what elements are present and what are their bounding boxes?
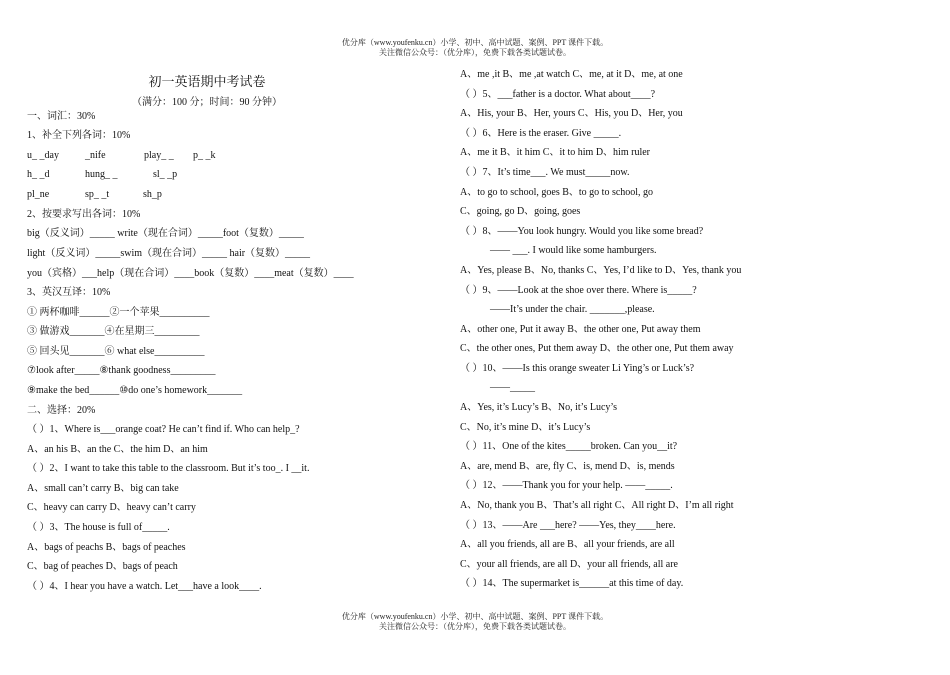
question-9: （ ）9、——Look at the shoe over there. Where is_____?	[460, 285, 697, 296]
question-9-reply: ——It’s under the chair. _______,please.	[490, 304, 655, 315]
watermark-line-2: 关注微信公众号：（优分库），免费下载各类试题试卷。	[379, 622, 571, 631]
part1-row-3	[27, 189, 162, 201]
question-7: （ ）7、It’s time___. We must_____now.	[460, 167, 630, 178]
question-1: （ ）1、Where is___orange coat? He can’t find if. Who can help_?	[27, 424, 300, 435]
word-blank: sl_ _p	[153, 169, 178, 180]
part2-row-3: you（宾格）___help（现在合词）____book（复数）____meat（复数）____	[27, 268, 354, 279]
watermark-line-2: 关注微信公众号：（优分库），免费下载各类试题试卷。	[379, 48, 571, 57]
exam-subtitle: （满分：100 分；时间：90 分钟）	[132, 97, 282, 108]
question-9-options-cd: C、the other ones, Put them away D、the other one, Put them away	[460, 343, 734, 354]
part1-row-2	[27, 169, 177, 181]
part3-row-4: ⑦look after_____⑧thank goodness_________	[27, 365, 216, 376]
question-4: （ ）4、I hear you have a watch. Let___have a look____.	[27, 581, 262, 592]
question-7-options-ab: A、to go to school, goes B、to go to school, go	[460, 187, 654, 198]
question-8-reply: —— ___. I would like some hamburgers.	[490, 245, 657, 256]
question-2-options-ab: A、small can’t carry B、big can take	[27, 483, 179, 494]
word-blank: u_ _day	[27, 150, 59, 161]
question-5-options: A、His, your B、Her, yours C、His, you D、Her, you	[460, 108, 683, 119]
part2-row-2: light（反义词）_____swim（现在合词）_____ hair（复数）_____	[27, 248, 311, 259]
question-14: （ ）14、The supermarket is______at this time of day.	[460, 578, 684, 589]
part3-row-1: ① 两杯咖啡______②一个苹果__________	[27, 307, 210, 318]
question-10: （ ）10、——Is this orange sweater Li Ying’s or Luck’s?	[460, 363, 695, 374]
word-blank: sp_ _t	[85, 189, 110, 200]
question-9-options-ab: A、other one, Put it away B、the other one, Put away them	[460, 324, 701, 335]
question-3-options-ab: A、bags of peachs B、bags of peaches	[27, 542, 186, 553]
question-8: （ ）8、——You look hungry. Would you like some bread?	[460, 226, 704, 237]
question-10-options-ab: A、Yes, it’s Lucy’s B、No, it’s Lucy’s	[460, 402, 618, 413]
question-2-options-cd: C、heavy can carry D、heavy can’t carry	[27, 502, 196, 513]
section-vocabulary-heading: 一、词汇：30%	[27, 111, 96, 122]
word-blank: p_ _k	[193, 150, 216, 161]
question-6-options: A、me it B、it him C、it to him D、him ruler	[460, 147, 650, 158]
question-12-options: A、No, thank you B、That’s all right C、All right D、I’m all right	[460, 500, 734, 511]
question-11-options: A、are, mend B、are, fly C、is, mend D、is, mends	[460, 461, 675, 472]
part2-heading: 2、按要求写出各词：10%	[27, 209, 141, 220]
question-5: （ ）5、___father is a doctor. What about____?	[460, 89, 656, 100]
question-1-options: A、an his B、an the C、the him D、an him	[27, 444, 208, 455]
question-13: （ ）13、——Are ___here? ——Yes, they____here.	[460, 520, 676, 531]
part1-row-1	[27, 150, 216, 162]
watermark-line-1: 优分库（www.youfenku.cn）小学、初中、高中试题、案例、PPT 课件下载。	[341, 38, 609, 47]
section-choice-heading: 二、选择：20%	[27, 405, 96, 416]
question-4-options: A、me ,it B、me ,at watch C、me, at it D、me, at one	[460, 69, 683, 80]
question-13-options-cd: C、your all friends, are all D、your all friends, all are	[460, 559, 678, 570]
question-3-options-cd: C、bag of peaches D、bags of peach	[27, 561, 178, 572]
question-10-options-cd: C、No, it’s mine D、it’s Lucy’s	[460, 422, 591, 433]
exam-title: 初一英语期中考试卷	[148, 74, 266, 89]
word-blank: pl_ne	[27, 189, 50, 200]
word-blank: sh_p	[143, 189, 162, 200]
word-blank: hung_ _	[85, 169, 118, 180]
question-10-reply: ——_____	[490, 382, 535, 393]
page-header-watermark	[0, 38, 950, 58]
part3-row-5: ⑨make the bed______⑩do one’s homework_______	[27, 385, 243, 396]
watermark-line-1: 优分库（www.youfenku.cn）小学、初中、高中试题、案例、PPT 课件下载。	[341, 612, 609, 621]
question-3: （ ）3、The house is full of_____.	[27, 522, 170, 533]
question-7-options-cd: C、going, go D、going, goes	[460, 206, 581, 217]
part3-row-3: ⑤ 回头见_______⑥ what else__________	[27, 346, 205, 357]
part3-heading: 3、英汉互译：10%	[27, 287, 111, 298]
part3-row-2: ③ 做游戏_______④在星期三_________	[27, 326, 200, 337]
question-2: （ ）2、I want to take this table to the classroom. But it’s too_. I __it.	[27, 463, 310, 474]
question-11: （ ）11、One of the kites_____broken. Can you__it?	[460, 441, 678, 452]
question-6: （ ）6、Here is the eraser. Give _____.	[460, 128, 622, 139]
part1-heading: 1、补全下列各词：10%	[27, 130, 131, 141]
question-13-options-ab: A、all you friends, all are B、all your friends, are all	[460, 539, 675, 550]
part2-row-1: big（反义词）_____ write（现在合词）_____foot（复数）_____	[27, 228, 304, 239]
question-8-options: A、Yes, please B、No, thanks C、Yes, I’d like to D、Yes, thank you	[460, 265, 742, 276]
word-blank: h_ _d	[27, 169, 50, 180]
question-12: （ ）12、——Thank you for your help. ——_____.	[460, 480, 673, 491]
page-footer-watermark	[0, 612, 950, 632]
word-blank: play_ _	[144, 150, 174, 161]
word-blank: _nife	[85, 150, 106, 161]
